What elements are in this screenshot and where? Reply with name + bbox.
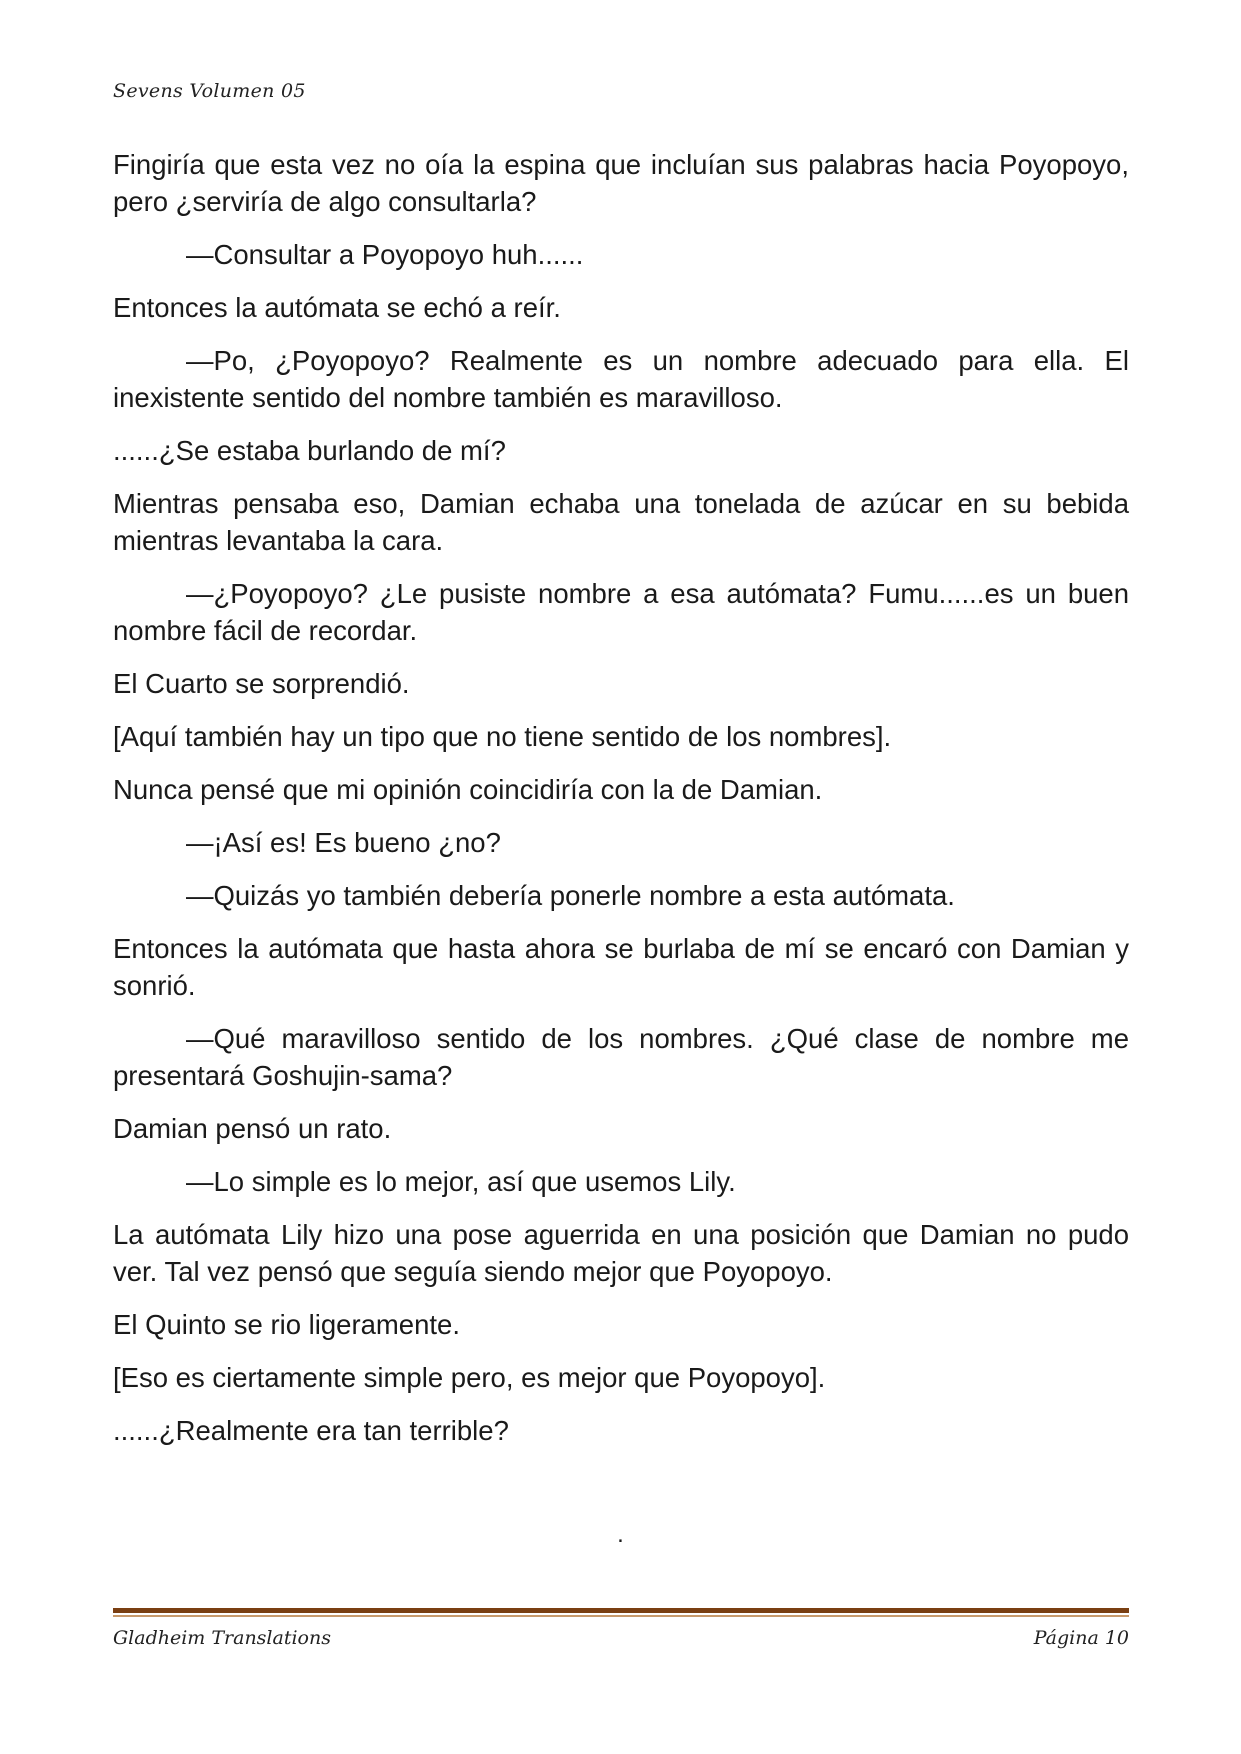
footer-rule-thin <box>113 1615 1129 1617</box>
dialogue-paragraph: —Po, ¿Poyopoyo? Realmente es un nombre adecuado para ella. El inexistente sentido del nombre también es maravilloso. <box>113 345 1129 413</box>
paragraph: Damian pensó un rato. <box>113 1113 392 1144</box>
dialogue-paragraph: —Lo simple es lo mejor, así que usemos Lily. <box>186 1166 736 1197</box>
dialogue-paragraph: —Quizás yo también debería ponerle nombre a esta autómata. <box>186 880 955 911</box>
paragraph: El Quinto se rio ligeramente. <box>113 1309 460 1340</box>
dialogue-paragraph: —Qué maravilloso sentido de los nombres. ¿Qué clase de nombre me presentará Goshujin-sama? <box>113 1023 1129 1091</box>
dialogue-paragraph: —Consultar a Poyopoyo huh...... <box>186 239 584 270</box>
paragraph: [Aquí también hay un tipo que no tiene sentido de los nombres]. <box>113 721 892 752</box>
footer-rule <box>113 1608 1129 1613</box>
paragraph: Entonces la autómata se echó a reír. <box>113 292 561 323</box>
paragraph: Mientras pensaba eso, Damian echaba una tonelada de azúcar en su bebida mientras levantaba la cara. <box>113 488 1129 556</box>
paragraph: El Cuarto se sorprendió. <box>113 668 410 699</box>
paragraph: ......¿Realmente era tan terrible? <box>113 1415 509 1446</box>
dialogue-paragraph: —¡Así es! Es bueno ¿no? <box>186 827 501 858</box>
paragraph: Nunca pensé que mi opinión coincidiría con la de Damian. <box>113 774 823 805</box>
paragraph: Fingiría que esta vez no oía la espina que incluían sus palabras hacia Poyopoyo, pero ¿serviría de algo consultarla? <box>113 149 1129 217</box>
paragraph: Entonces la autómata que hasta ahora se burlaba de mí se encaró con Damian y sonrió. <box>113 933 1129 1001</box>
dialogue-paragraph: —¿Poyopoyo? ¿Le pusiste nombre a esa autómata? Fumu......es un buen nombre fácil de recordar. <box>113 578 1129 646</box>
paragraph: La autómata Lily hizo una pose aguerrida en una posición que Damian no pudo ver. Tal vez pensó que seguía siendo mejor que Poyopoyo. <box>113 1219 1129 1287</box>
page-number: Página 10 <box>1033 1627 1129 1649</box>
paragraph: [Eso es ciertamente simple pero, es mejor que Poyopoyo]. <box>113 1362 826 1393</box>
section-separator: . <box>617 1521 624 1548</box>
footer-credit: Gladheim Translations <box>113 1627 331 1649</box>
body-text <box>113 146 1129 1465</box>
running-header: Sevens Volumen 05 <box>113 80 306 102</box>
paragraph: ......¿Se estaba burlando de mí? <box>113 435 506 466</box>
